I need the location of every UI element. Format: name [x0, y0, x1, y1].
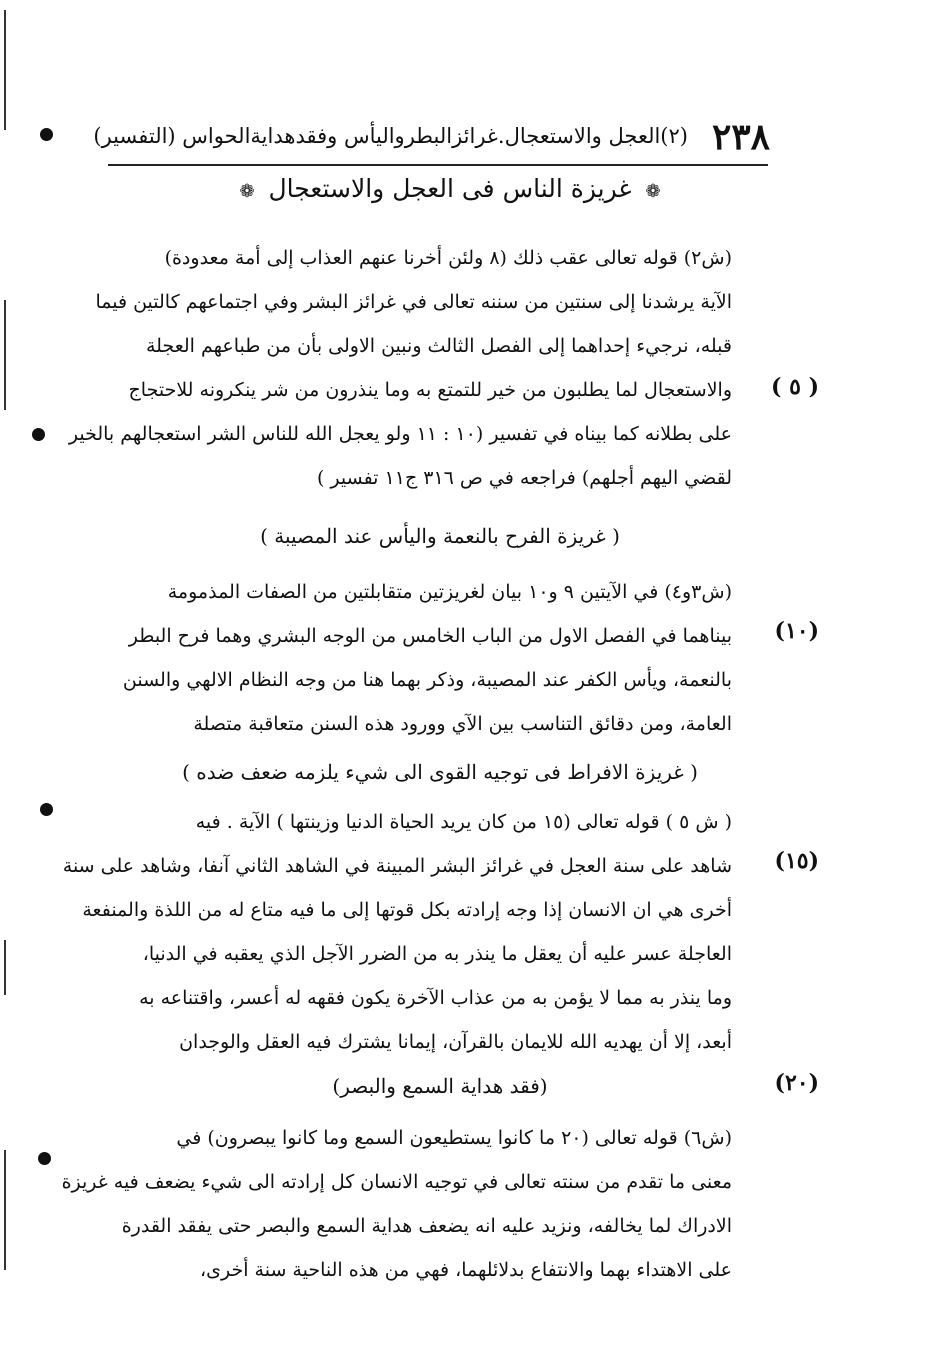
text-line: أخرى هي ان الانسان إذا وجه إرادته بكل قوتها إلى ما فيه متاع له من اللذة والمنفعة [82, 899, 732, 921]
text-line: شاهد على سنة العجل في غرائز البشر المبينة في الشاهد الثاني آنفا، وشاهد على سنة [62, 855, 732, 877]
text-line: بالنعمة، ويأس الكفر عند المصيبة، وذكر بهما هنا من وجه النظام الالهي والسنن [122, 669, 732, 691]
margin-rule [4, 300, 6, 410]
margin-rule [4, 940, 6, 995]
subheading: (فقد هداية السمع والبصر) [332, 1074, 548, 1098]
verse-number: ( ٥ ) [771, 374, 819, 400]
text-line: قبله، نرجيء إحداهما إلى الفصل الثالث ونبين الاولى بأن من طباعهم العجلة [145, 335, 732, 357]
text-line: العاجلة عسر عليه أن يعقل ما ينذر به من الضرر الآجل الذي يعقبه في الدنيا، [142, 943, 732, 965]
header-rule [108, 164, 768, 166]
verse-number: (١٠) [774, 618, 819, 644]
text-line: أبعد، إلا أن يهديه الله للايمان بالقرآن، إيمانا يشترك فيه العقل والوجدان [179, 1031, 732, 1053]
verse-number: (٢٠) [774, 1070, 819, 1096]
text-line: لقضي اليهم أجلهم) فراجعه في ص ٣١٦ ج١١ تفسير ) [316, 467, 732, 489]
text-line: على الاهتداء بهما والانتفاع بدلائلهما، فهي من هذه الناحية سنة أخرى، [200, 1259, 732, 1281]
ornament-icon: ❁ [239, 181, 255, 202]
text-line: معنى ما تقدم من سنته تعالى في توجيه الانسان كل إرادته الى شيء يضعف فيه غريزة [61, 1171, 732, 1193]
text-line: الادراك لما يخالفه، ونزيد عليه انه يضعف هداية السمع والبصر حتى يفقد القدرة [121, 1215, 732, 1237]
binding-hole-dot [32, 428, 45, 441]
text-line: بيناهما في الفصل الاول من الباب الخامس من الوجه البشري وهما فرح البطر [128, 625, 732, 647]
text-line: وما ينذر به مما لا يؤمن به من عذاب الآخرة يكون فقهه له أعسر، واقتناعه به [139, 987, 732, 1009]
binding-hole-dot [40, 128, 53, 141]
margin-rule [4, 1150, 6, 1270]
binding-hole-dot [40, 803, 53, 816]
subheading: ( غريزة الافراط فى توجيه القوى الى شيء يلزمه ضعف ضده ) [182, 760, 698, 784]
text-line: (ش٣و٤) في الآيتين ٩ و١٠ بيان لغريزتين متقابلتين من الصفات المذمومة [167, 581, 732, 603]
running-title: (٢)العجل والاستعجال.غرائزالبطروالیأس وفقدهدایةالحواس (التفسیر) [93, 124, 688, 148]
text-line: (ش٦) قوله تعالى (٢٠ ما كانوا يستطيعون السمع وما كانوا يبصرون) في [176, 1127, 732, 1149]
ornament-icon: ❁ [645, 181, 661, 202]
text-line: على بطلانه كما بيناه في تفسير (١٠ : ١١ ولو يعجل الله للناس الشر استعجالهم بالخير [68, 423, 732, 445]
binding-hole-dot [38, 1152, 51, 1165]
verse-number: (١٥) [774, 848, 819, 874]
text-line: والاستعجال لما يطلبون من خير للتمتع به وما ينذرون من شر ينكرونه للاحتجاج [128, 379, 732, 401]
margin-rule [4, 10, 6, 130]
section-heading-text: غريزة الناس فى العجل والاستعجال [268, 174, 632, 203]
section-heading [130, 174, 770, 203]
text-line: العامة، ومن دقائق التناسب بين الآي وورود هذه السنن متعاقبة متصلة [193, 713, 732, 735]
subheading: ( غريزة الفرح بالنعمة واليأس عند المصيبة ) [260, 524, 620, 548]
text-line: ( ش ٥ ) قوله تعالى (١٥ من كان يريد الحياة الدنيا وزينتها ) الآية . فيه [195, 811, 732, 833]
running-header [93, 116, 770, 164]
text-line: الآية يرشدنا إلى سنتين من سننه تعالى في غرائز البشر وفي اجتماعهم كالتين فيما [95, 291, 732, 313]
page-number: ٢٣٨ [711, 116, 770, 158]
text-line: (ش٢) قوله تعالى عقب ذلك (٨ ولئن أخرنا عنهم العذاب إلى أمة معدودة) [164, 247, 732, 269]
